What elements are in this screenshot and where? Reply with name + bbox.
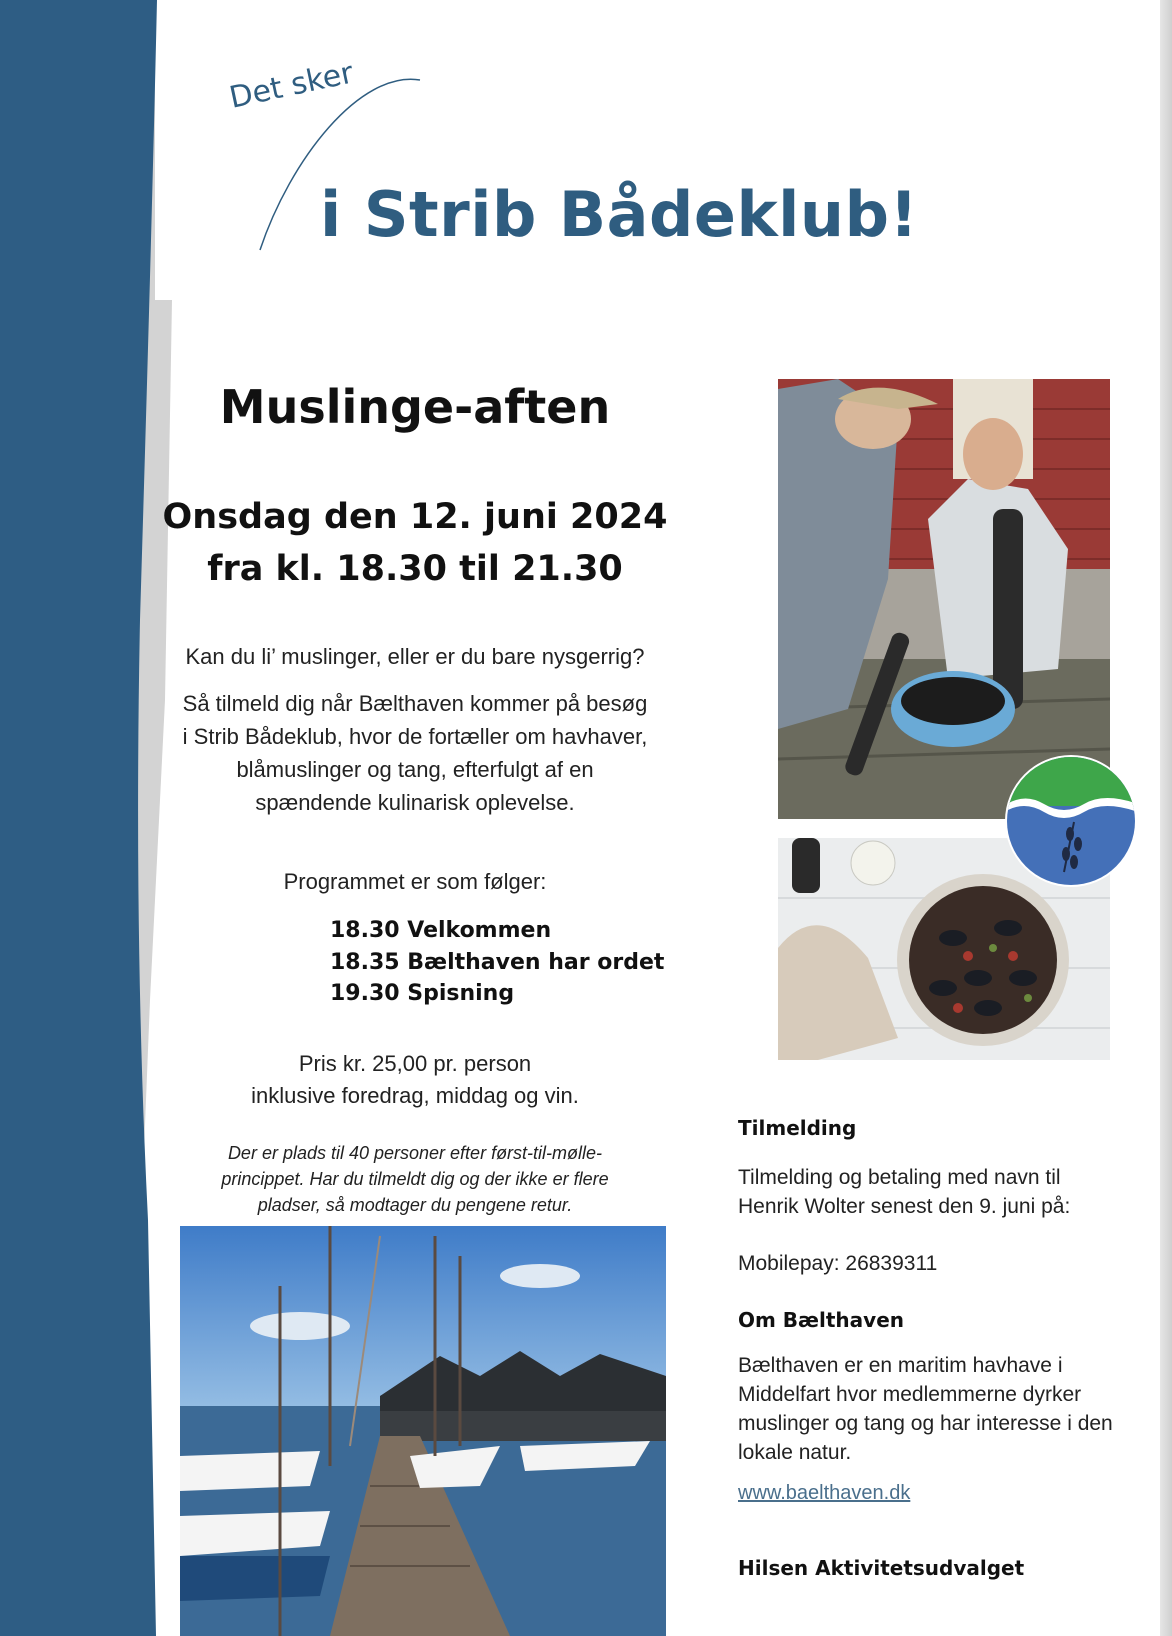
band-blue-shape [0,0,157,1636]
about-line: muslinger og tang og har interesse i den [738,1412,1113,1435]
program-item: 19.30 Spisning [330,981,515,1006]
mussel-cleaning-photo [778,379,1110,819]
event-time: fra kl. 18.30 til 21.30 [207,549,623,589]
about-line: lokale natur. [738,1441,852,1464]
about-line: Middelfart hvor medlemmerne dyrker [738,1383,1082,1406]
intro-question: Kan du li’ muslinger, eller er du bare nysgerrig? [185,644,645,669]
price-details: inklusive foredrag, middag og vin. [251,1083,579,1108]
signup-line: Henrik Wolter senest den 9. juni på: [738,1195,1071,1218]
event-title: Muslinge-aften [219,380,611,434]
event-date: Onsdag den 12. juni 2024 [162,497,668,537]
signup-text [738,1163,1138,1221]
baelthaven-logo [1004,754,1138,888]
signoff: Hilsen Aktivitetsudvalget [738,1556,1025,1580]
intro-line: blåmuslinger og tang, efterfulgt af en [236,757,594,782]
signup-line: Tilmelding og betaling med navn til [738,1166,1061,1189]
program-item: 18.30 Velkommen [330,918,552,943]
program-item: 18.35 Bælthaven har ordet [330,950,665,975]
program-heading: Programmet er som følger: [283,869,547,894]
intro-line: i Strib Bådeklub, hvor de fortæller om havhaver, [182,724,648,749]
arc-label: Det sker [226,55,357,116]
note-line: Der er plads til 40 personer efter først-til-mølle- [227,1143,603,1163]
capacity-note [170,1140,660,1218]
harbor-photo [180,1226,666,1636]
page-title: i Strib Bådeklub! [320,178,919,251]
signup-heading: Tilmelding [738,1116,857,1140]
about-text [738,1351,1138,1467]
intro-paragraph [160,687,670,819]
mobilepay-number: Mobilepay: 26839311 [738,1252,938,1275]
price-line: Pris kr. 25,00 pr. person [298,1051,532,1076]
about-line: Bælthaven er en maritim havhave i [738,1354,1063,1377]
baelthaven-website-link[interactable]: www.baelthaven.dk [738,1482,911,1504]
about-heading: Om Bælthaven [738,1308,904,1332]
intro-line: spændende kulinarisk oplevelse. [255,790,575,815]
note-line: princippet. Har du tilmeldt dig og der ikke er flere [221,1169,609,1189]
intro-line: Så tilmeld dig når Bælthaven kommer på besøg [182,691,648,716]
note-line: pladser, så modtager du pengene retur. [257,1195,573,1215]
